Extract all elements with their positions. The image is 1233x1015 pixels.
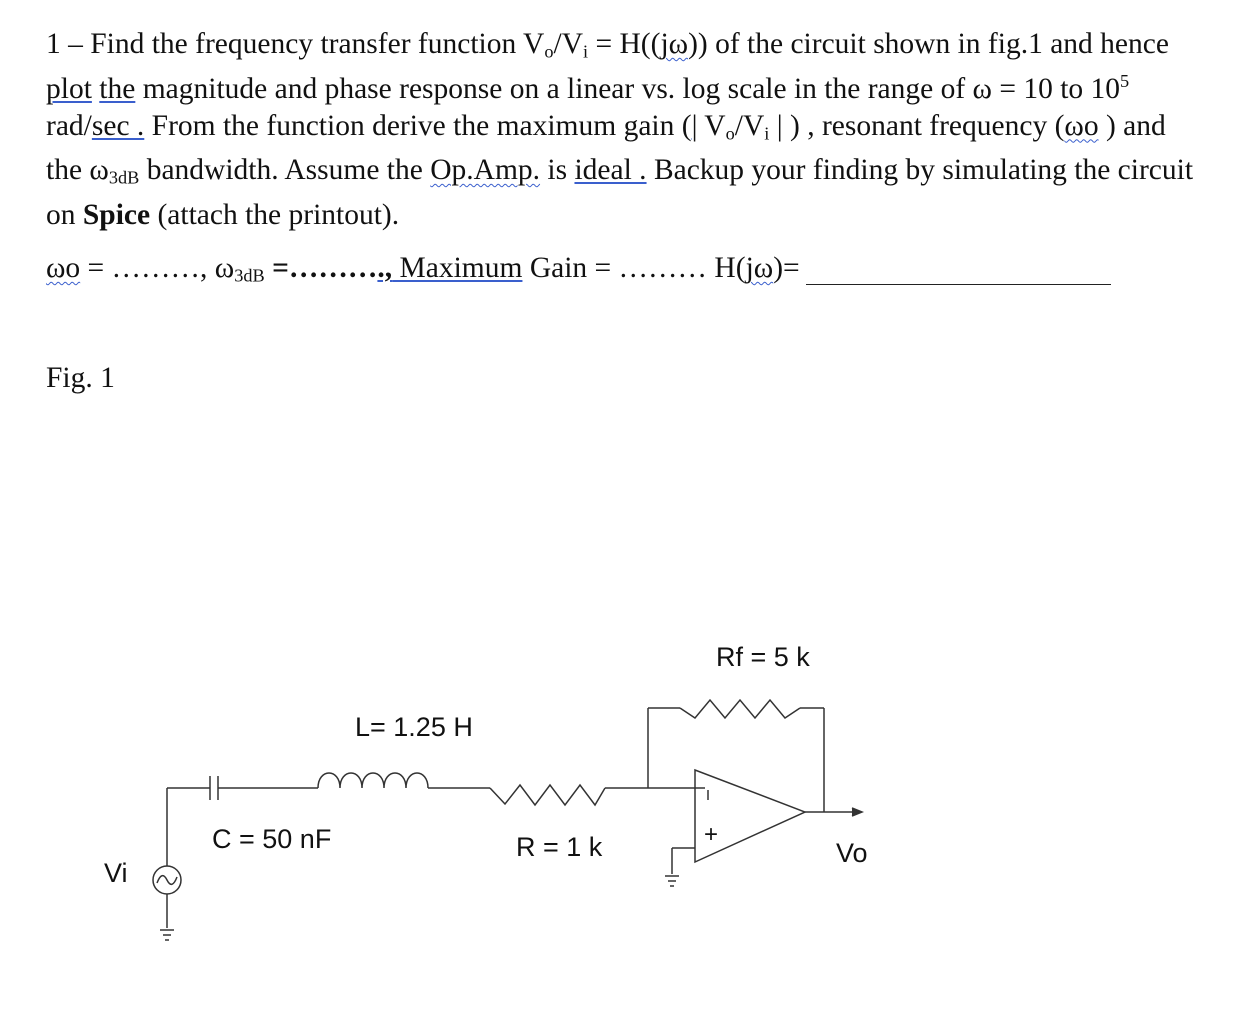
capacitor-label: C = 50 nF bbox=[212, 824, 332, 854]
rf-label: Rf = 5 k bbox=[716, 642, 810, 672]
op-amp-icon bbox=[695, 770, 805, 862]
output-arrow-icon bbox=[852, 808, 862, 816]
wo-symbol: ωo bbox=[46, 252, 81, 284]
answer-line: ωo = ………, $\omega_{3dB}$ =………., Maximum Gain = ……… H(jω)= bbox=[46, 250, 1111, 295]
inductor-label: L= 1.25 H bbox=[355, 712, 473, 742]
ground-icon bbox=[160, 930, 174, 940]
plus-sign: + bbox=[704, 821, 719, 848]
capacitor-icon bbox=[210, 776, 218, 800]
resistor-label: R = 1 k bbox=[516, 832, 603, 862]
inductor-icon bbox=[318, 773, 428, 788]
vo-label: Vo bbox=[836, 838, 868, 868]
ground-icon bbox=[665, 876, 679, 886]
vi-label: Vi bbox=[104, 858, 128, 888]
voltage-source-icon bbox=[153, 788, 181, 928]
max-gain-label: Maximum bbox=[392, 252, 523, 284]
problem-paragraph: 1 – Find the frequency transfer function $V_o/V_i = H((j\omega))$ of the circuit shown in fig.1 and hence plot the magnitude and phase response on a linear vs. log scale in the range of ω = 10 to $10^5$ rad/sec . From the function derive the maximum gain (| $V_o/V_i$ | ) , resonant frequency (ωo ) and the $\omega_{3dB}$ bandwidth. Assume the Op.Amp. is ideal . Backup your finding by simulating the circuit on Spice (attach the printout). bbox=[46, 28, 1194, 231]
figure-label: Fig. 1 bbox=[46, 362, 115, 394]
feedback-resistor-icon bbox=[680, 700, 800, 718]
resistor-icon bbox=[490, 785, 605, 805]
